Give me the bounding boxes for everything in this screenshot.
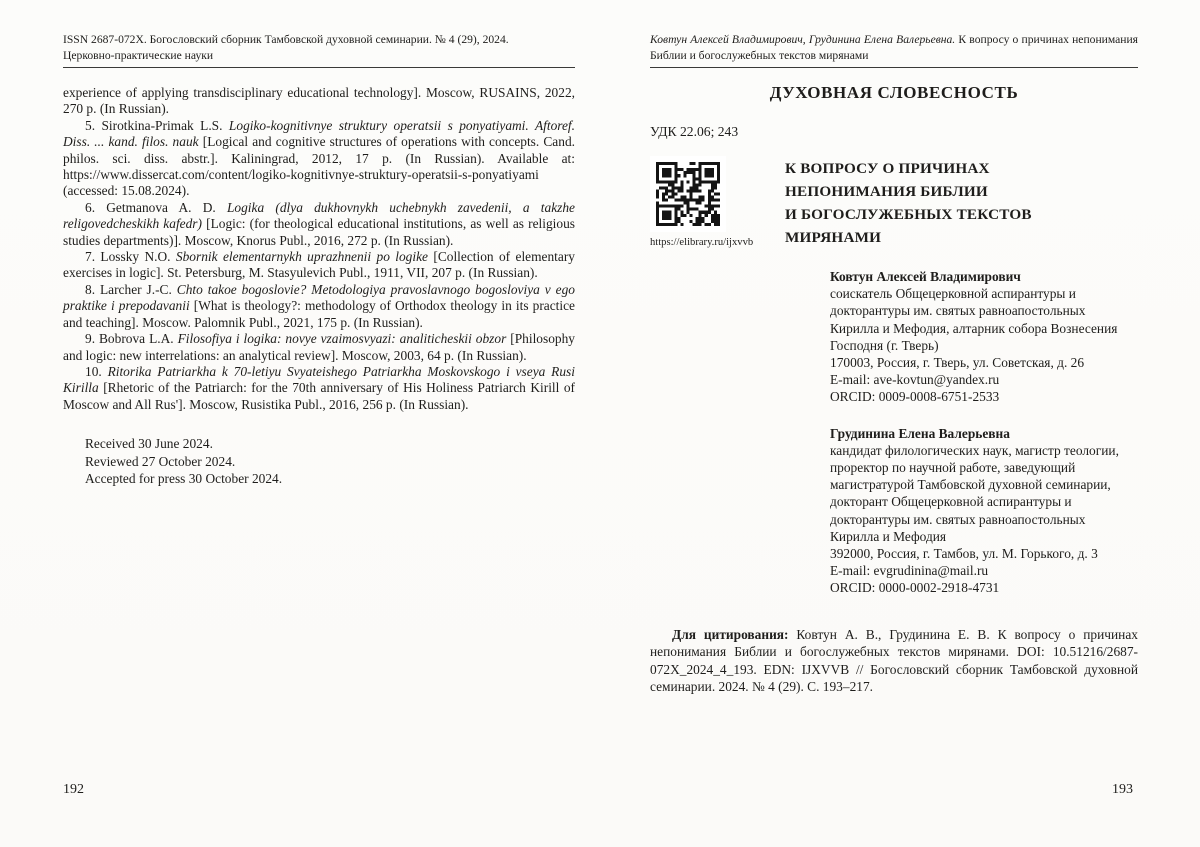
- running-header-section: Церковно-практические науки: [63, 48, 214, 62]
- header-rule-left: [63, 67, 575, 68]
- authors-block: [830, 268, 1138, 597]
- qr-column: [650, 156, 785, 249]
- article-title-line: И БОГОСЛУЖЕБНЫХ ТЕКСТОВ: [785, 206, 1032, 223]
- reference-item: [63, 331, 575, 364]
- page-right: [650, 32, 1138, 696]
- reference-text-segment: [Philosophy and logic: new interrelations: an analytical review]. Moscow, 2003, 64 p. (In Russian).: [63, 331, 575, 363]
- udk-code: УДК 22.06; 243: [650, 124, 739, 139]
- reference-title-segment: Filosofiya i logika: novye vzaimosvyazi: analiticheskii obzor: [177, 331, 511, 347]
- running-header-issn: ISSN 2687-072X. Богословский сборник Тамбовской духовной семинарии. № 4 (29), 2024.: [63, 33, 509, 46]
- article-title-line: МИРЯНАМИ: [785, 229, 882, 246]
- section-title: ДУХОВНАЯ СЛОВЕСНОСТЬ: [769, 83, 1019, 102]
- elibrary-link: https://elibrary.ru/ijxvvb: [650, 237, 754, 248]
- article-title: [785, 156, 1138, 249]
- author-bio: кандидат филологических наук, магистр теологии, проректор по научной работе, заведующий магистратурой Тамбовской духовной семинарии, докторант Общецерковной аспирантуры и докторантуры им. святых равноапостольных Кирилла и Мефодия: [830, 442, 1119, 544]
- reference-text-segment: 5. Sirotkina-Primak L.S.: [85, 117, 229, 133]
- author-address: 170003, Россия, г. Тверь, ул. Советская, д. 26: [830, 355, 1085, 371]
- reference-title-segment: Sbornik elementarnykh uprazhnenii po logike: [175, 249, 434, 265]
- page-number-left: 192: [63, 782, 84, 797]
- title-block: [650, 156, 1138, 249]
- reference-text-segment: [Collection of elementary exercises in logic]. St. Petersburg, M. Stasyulevich Publ., 1911, VII, 207 p. (In Russian).: [63, 249, 575, 281]
- page-number-right: 193: [1112, 782, 1133, 797]
- author-name: Грудинина Елена Валерьевна: [830, 425, 1010, 441]
- reference-item: [63, 249, 575, 282]
- reference-title-segment: Logika (dlya dukhovnykh uchebnykh zavedenii, a takzhe religovedcheskikh kafedr): [63, 199, 576, 232]
- running-header-right: [650, 32, 1138, 63]
- reference-item: [63, 282, 575, 331]
- author-info: [830, 268, 1138, 406]
- citation-text: Ковтун А. В., Грудинина Е. В. К вопросу о причинах непонимания Библии и богослужебных текстов мирянами. DOI: 10.51216/2687-072X_2024_4_193. EDN: IJXVVB // Богословский сборник Тамбовской духовной семинарии. 2024. № 4 (29). С. 193–217.: [650, 626, 1138, 695]
- author-orcid: ORCID: 0000-0002-2918-4731: [830, 580, 1000, 596]
- reference-text-segment: [Logical and cognitive structures of operations with concepts. Cand. philos. sci. diss. abstr.]. Kaliningrad, 2012, 17 p. (In Russian). Available at: https://www.dissercat.com/content/logiko-kognitivnye-struktury-operatsii-s-ponyatiyami (accessed: 15.08.2024).: [63, 134, 575, 199]
- author-email: E-mail: evgrudinina@mail.ru: [830, 563, 989, 579]
- author-name: Ковтун Алексей Владимирович: [830, 269, 1021, 284]
- reference-title-segment: Logiko-kognitivnye struktury operatsii s ponyatiyami. Aftoref. Diss. ... kand. filos. nauk: [63, 117, 575, 150]
- running-header-left: [63, 32, 575, 63]
- reference-item: [63, 200, 575, 249]
- reference-item: [63, 85, 575, 118]
- author-orcid: ORCID: 0009-0008-6751-2533: [830, 389, 1000, 405]
- header-rule-right: [650, 67, 1138, 68]
- reference-text-segment: 6. Getmanova A. D.: [85, 199, 227, 215]
- reference-text-segment: [What is theology?: methodology of Orthodox theology in its practice and teaching]. Moscow. Palomnik Publ., 2021, 175 p. (In Russian).: [63, 298, 575, 330]
- date-accepted: Accepted for press 30 October 2024.: [85, 471, 283, 487]
- date-reviewed: Reviewed 27 October 2024.: [85, 453, 236, 469]
- reference-text-segment: [Rhetoric of the Patriarch: for the 70th anniversary of His Holiness Patriarch Kirill of Moscow and All Rus']. Moscow, Rusistika Publ., 2016, 256 p. (In Russian).: [63, 380, 575, 412]
- reference-text-segment: experience of applying transdisciplinary educational technology]. Moscow, RUSAINS, 2022, 270 p. (In Russian).: [63, 85, 575, 117]
- author-info: [830, 425, 1138, 597]
- author-address: 392000, Россия, г. Тамбов, ул. М. Горького, д. 3: [830, 546, 1098, 562]
- reference-title-segment: Ritorika Patriarkha k 70-letiyu Svyateishego Patriarkha Moskovskogo i vseya Rusi Kirilla: [63, 363, 575, 396]
- running-header-authors: Ковтун Алексей Владимирович, Грудинина Елена Валерьевна.: [650, 33, 956, 46]
- article-dates: [85, 435, 575, 488]
- reference-text-segment: 7. Lossky N.O.: [85, 249, 176, 265]
- article-title-line: НЕПОНИМАНИЯ БИБЛИИ: [785, 183, 988, 200]
- reference-text-segment: 8. Larcher J.-C.: [85, 281, 177, 297]
- references-list: [63, 85, 575, 413]
- page-left: [63, 32, 575, 488]
- date-received: Received 30 June 2024.: [85, 436, 213, 452]
- article-title-line: К ВОПРОСУ О ПРИЧИНАХ: [785, 160, 990, 177]
- reference-item: [63, 364, 575, 413]
- reference-text-segment: [Logic: (for theological educational institutions, as well as religious studies departments)]. Moscow, Knorus Publ., 2016, 272 p. (In Russian).: [63, 216, 575, 248]
- author-bio: соискатель Общецерковной аспирантуры и докторантуры им. святых равноапостольных Кирилла и Мефодия, алтарник собора Вознесения Господня (г. Тверь): [830, 286, 1118, 353]
- reference-item: [63, 118, 575, 200]
- author-email: E-mail: ave-kovtun@yandex.ru: [830, 372, 1000, 388]
- qr-code: [650, 156, 726, 232]
- reference-title-segment: Chto takoe bogoslovie? Metodologiya pravoslavnogo bogosloviya v ego praktike i prepodavanii: [63, 281, 575, 314]
- citation-label: Для цитирования:: [672, 626, 797, 642]
- reference-text-segment: 9. Bobrova L.A.: [85, 331, 178, 347]
- citation-block: [650, 626, 1138, 696]
- running-header-article: К вопросу о причинах непонимания Библии и богослужебных текстов мирянами: [650, 33, 1139, 62]
- reference-text-segment: 10.: [85, 363, 108, 379]
